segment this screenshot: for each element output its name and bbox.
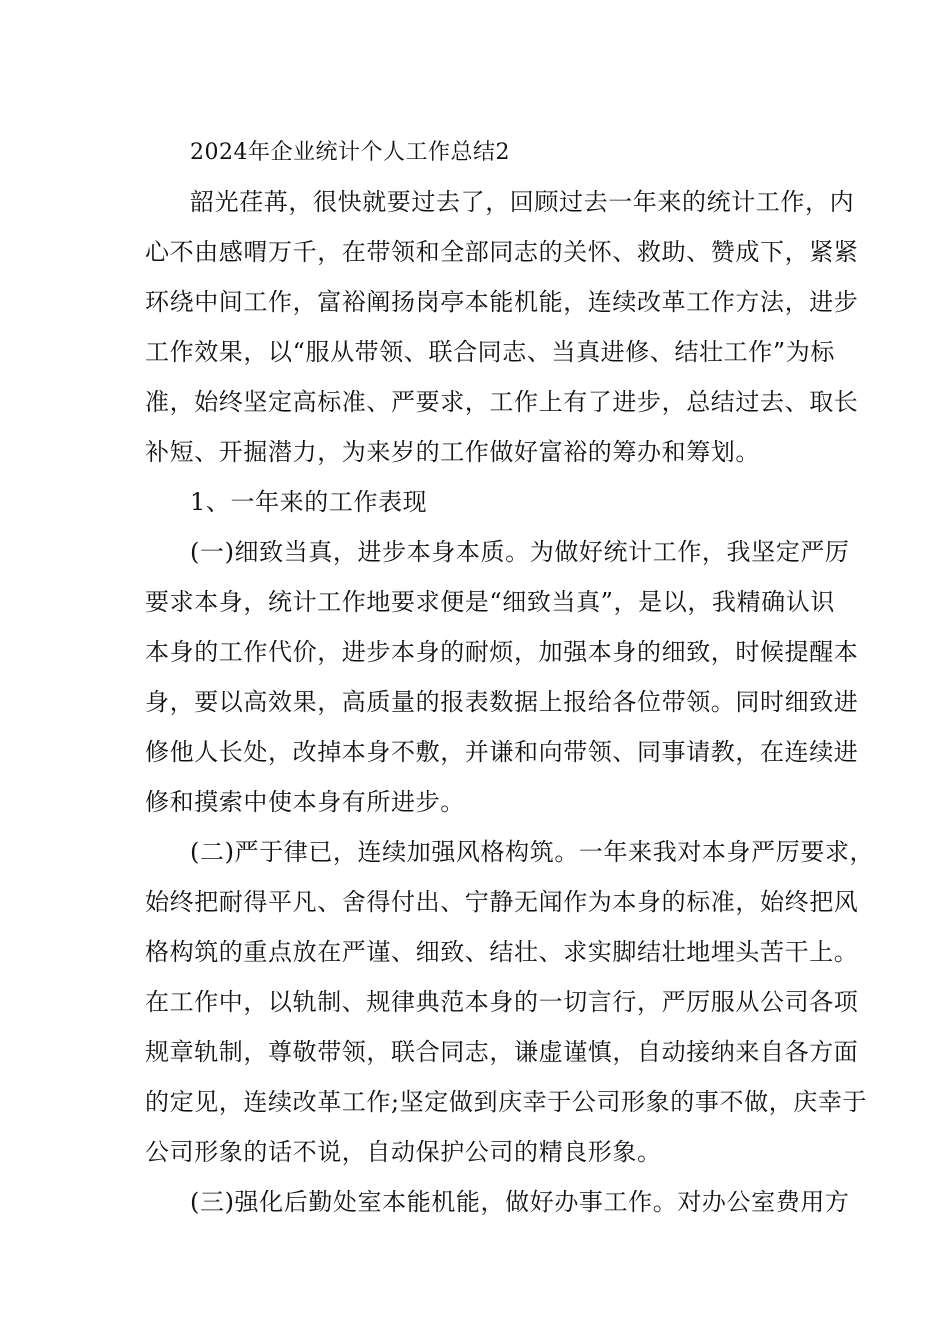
paragraph-line: 格构筑的重点放在严谨、细致、结壮、求实脚结壮地埋头苦干上。 (145, 938, 859, 966)
paragraph-line: (三)强化后勤处室本能机能，做好办事工作。对办公室费用方 (190, 1188, 850, 1216)
paragraph-line: 始终把耐得平凡、舍得付出、宁静无闻作为本身的标准，始终把风 (145, 888, 859, 916)
paragraph-line: 公司形象的话不说，自动保护公司的精良形象。 (145, 1138, 662, 1166)
paragraph-line: 准，始终坚定高标准、严要求，工作上有了进步，总结过去、取长 (145, 388, 859, 416)
paragraph-line: 补短、开掘潜力，为来岁的工作做好富裕的筹办和筹划。 (145, 438, 760, 466)
paragraph-line: (二)严于律已，连续加强风格构筑。一年来我对本身严厉要求， (190, 838, 875, 866)
paragraph-line: 的定见，连续改革工作;坚定做到庆幸于公司形象的事不做，庆幸于 (145, 1088, 868, 1116)
paragraph-line: 修他人长处，改掉本身不敷，并谦和向带领、同事请教，在连续进 (145, 738, 859, 766)
paragraph-line: 本身的工作代价，进步本身的耐烦，加强本身的细致，时候提醒本 (145, 638, 859, 666)
paragraph-line: 规章轨制，尊敬带领，联合同志，谦虚谨慎，自动接纳来自各方面 (145, 1038, 859, 1066)
paragraph-line: 要求本身，统计工作地要求便是“细致当真”，是以，我精确认识 (145, 588, 835, 616)
paragraph-line: 修和摸索中使本身有所进步。 (145, 788, 465, 816)
paragraph-line: 身，要以高效果，高质量的报表数据上报给各位带领。同时细致进 (145, 688, 859, 716)
paragraph-line: 在工作中，以轨制、规律典范本身的一切言行，严厉服从公司各项 (145, 988, 859, 1016)
paragraph-line: (一)细致当真，进步本身本质。为做好统计工作，我坚定严厉 (190, 538, 850, 566)
section-heading: 1、一年来的工作表现 (190, 488, 428, 516)
document-title: 2024年企业统计个人工作总结2 (190, 140, 510, 165)
paragraph-line: 工作效果，以“服从带领、联合同志、当真进修、结壮工作”为标 (145, 338, 835, 366)
paragraph-line: 环绕中间工作，富裕阐扬岗亭本能机能，连续改革工作方法，进步 (145, 288, 859, 316)
paragraph-line: 心不由感喟万千，在带领和全部同志的关怀、救助、赞成下，紧紧 (145, 238, 859, 266)
paragraph-line: 韶光荏苒，很快就要过去了，回顾过去一年来的统计工作，内 (190, 188, 855, 216)
